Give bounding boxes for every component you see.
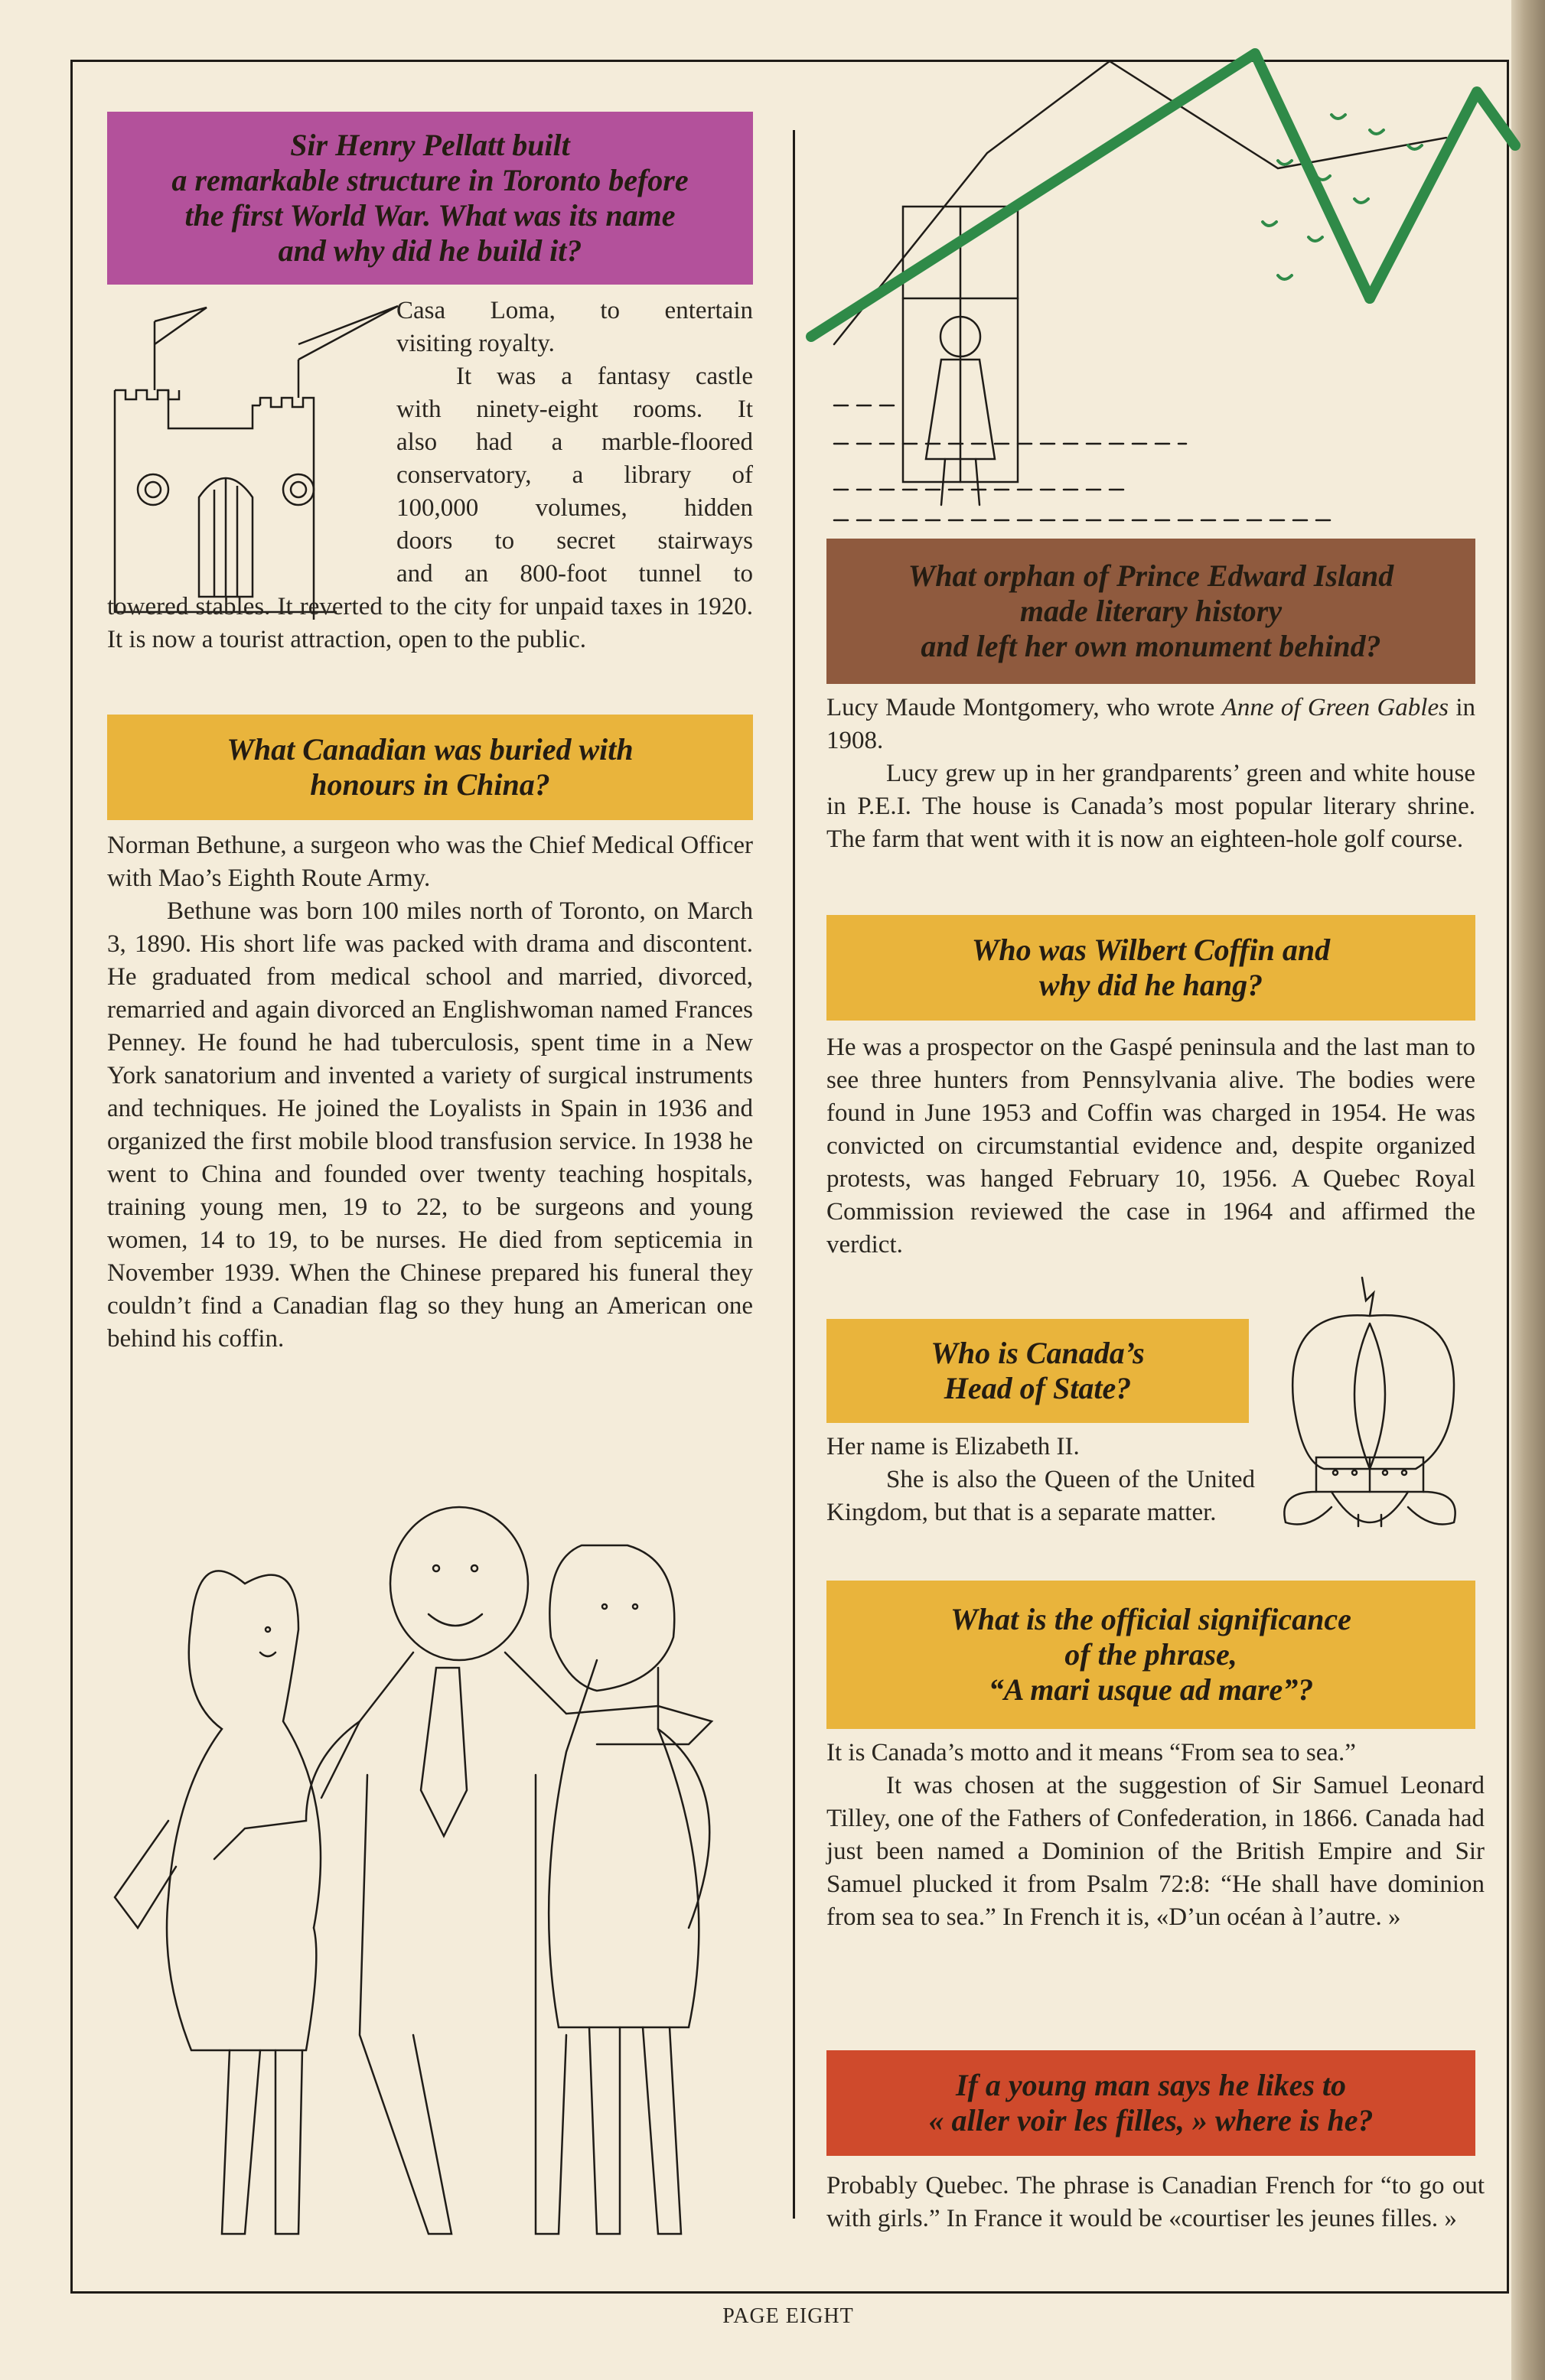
pellatt-line-3: It was a fantasy castle <box>456 363 753 390</box>
question-box-motto <box>826 1581 1475 1729</box>
answer-coffin <box>826 1031 1475 1262</box>
book-spine-shadow <box>1511 0 1545 2380</box>
filles-answer: Probably Quebec. The phrase is Canadian French for “to go out with girls.” In France it would be «courtiser les jeunes filles. » <box>826 2172 1485 2232</box>
question-bethune: What Canadian was buried with honours in China? <box>227 732 634 802</box>
pellatt-answer-rest-text: towered stables. It reverted to the city for unpaid taxes in 1920. It is now a tourist attraction, open to the public. <box>107 593 753 653</box>
head-of-state-answer-p2: She is also the Queen of the United Kingdom, but that is a separate matter. <box>826 1466 1255 1526</box>
motto-answer-p2: It was chosen at the suggestion of Sir Samuel Leonard Tilley, one of the Fathers of Confederation, in 1866. Canada had just been named a Dominion of the British Empire and Sir Samuel plucked it from Psalm 72:8: “He shall have dominion from sea to sea.” In French it is, «D’un océan à l’autre. » <box>826 1772 1485 1931</box>
pellatt-line-1: Casa Loma, to entertain <box>396 297 753 324</box>
answer-bethune <box>107 829 753 1356</box>
head-of-state-answer-p1: Her name is Elizabeth II. <box>826 1433 1080 1460</box>
pellatt-line-7: 100,000 volumes, hidden <box>396 494 753 522</box>
question-pellatt: Sir Henry Pellatt built a remarkable structure in Toronto before the first World War. What was its name and why did he build it? <box>171 128 689 268</box>
answer-head-of-state <box>826 1431 1255 1529</box>
coffin-answer: He was a prospector on the Gaspé peninsula and the last man to see three hunters from Pennsylvania alive. The bodies were found in June 1953 and Coffin was charged in 1954. He was convicted on circumstantial evidence and, despite organized protests, was hanged February 10, 1956. A Quebec Royal Commission reviewed the case in 1964 and affirmed the verdict. <box>826 1034 1475 1258</box>
queen-illustration <box>1263 1262 1485 1568</box>
question-box-filles <box>826 2050 1475 2156</box>
page-number-footer: PAGE EIGHT <box>722 2304 854 2328</box>
montgomery-answer-p1-b: in 1908. <box>826 694 1475 754</box>
question-coffin: Who was Wilbert Coffin and why did he hang? <box>971 933 1331 1002</box>
pellatt-line-6: conservatory, a library of <box>396 461 753 489</box>
pellatt-line-5: also had a marble-floored <box>396 428 753 456</box>
castle-illustration <box>107 291 398 612</box>
montgomery-answer-p1 <box>826 692 1475 757</box>
pellatt-line-4: with ninety-eight rooms. It <box>396 396 753 423</box>
montgomery-answer-p2: Lucy grew up in her grandparents’ green and white house in P.E.I. The house is Canada’s most popular literary shrine. The farm that went with it is now an eighteen-hole golf course. <box>826 760 1475 853</box>
question-box-montgomery <box>826 539 1475 684</box>
three-people-illustration <box>107 1499 826 2257</box>
question-filles: If a young man says he likes to « aller voir les filles, » where is he? <box>928 2068 1374 2137</box>
bethune-answer-p2: Bethune was born 100 miles north of Toronto, on March 3, 1890. His short life was packed with drama and discontent. He graduated from medical school and married, divorced, remarried and again divorced an Englishwoman named Frances Penney. He found he had tuberculosis, spent time in a New York sanatorium and invented a variety of surgical instruments and techniques. He joined the Loyalists in Spain in 1936 and organized the first mobile blood transfusion service. In 1938 he went to China and founded over twenty teaching hospitals, training young men, 19 to 22, to be surgeons and young women, 14 to 19, to be nurses. He died from septicemia in November 1939. When the Chinese prepared his funeral they couldn’t find a Canadian flag so they hung an American one behind his coffin. <box>107 897 753 1353</box>
book-title-anne-of-green-gables: Anne of Green Gables <box>1221 694 1449 721</box>
bethune-answer-p1: Norman Bethune, a surgeon who was the Chief Medical Officer with Mao’s Eighth Route Army. <box>107 832 753 892</box>
answer-filles <box>826 2170 1485 2235</box>
pellatt-line-9: and an 800-foot tunnel to <box>396 560 753 588</box>
montgomery-answer-p1-a: Lucy Maude Montgomery, who wrote <box>826 694 1222 721</box>
question-box-bethune <box>107 715 753 820</box>
question-box-pellatt <box>107 112 753 285</box>
answer-pellatt-rest <box>107 591 753 656</box>
green-gables-house-illustration <box>803 46 1508 536</box>
answer-pellatt-narrow <box>396 295 753 591</box>
pellatt-line-8: doors to secret stairways <box>396 527 753 555</box>
question-box-head-of-state <box>826 1319 1249 1423</box>
question-montgomery: What orphan of Prince Edward Island made literary history and left her own monument behind? <box>908 558 1394 663</box>
pellatt-line-2: visiting royalty. <box>396 330 555 357</box>
question-box-coffin <box>826 915 1475 1021</box>
motto-answer-p1: It is Canada’s motto and it means “From sea to sea.” <box>826 1739 1356 1766</box>
question-motto: What is the official significance of the phrase, “A mari usque ad mare”? <box>950 1602 1351 1707</box>
answer-montgomery <box>826 692 1475 856</box>
answer-motto <box>826 1737 1485 1934</box>
question-head-of-state: Who is Canada’s Head of State? <box>931 1336 1145 1405</box>
